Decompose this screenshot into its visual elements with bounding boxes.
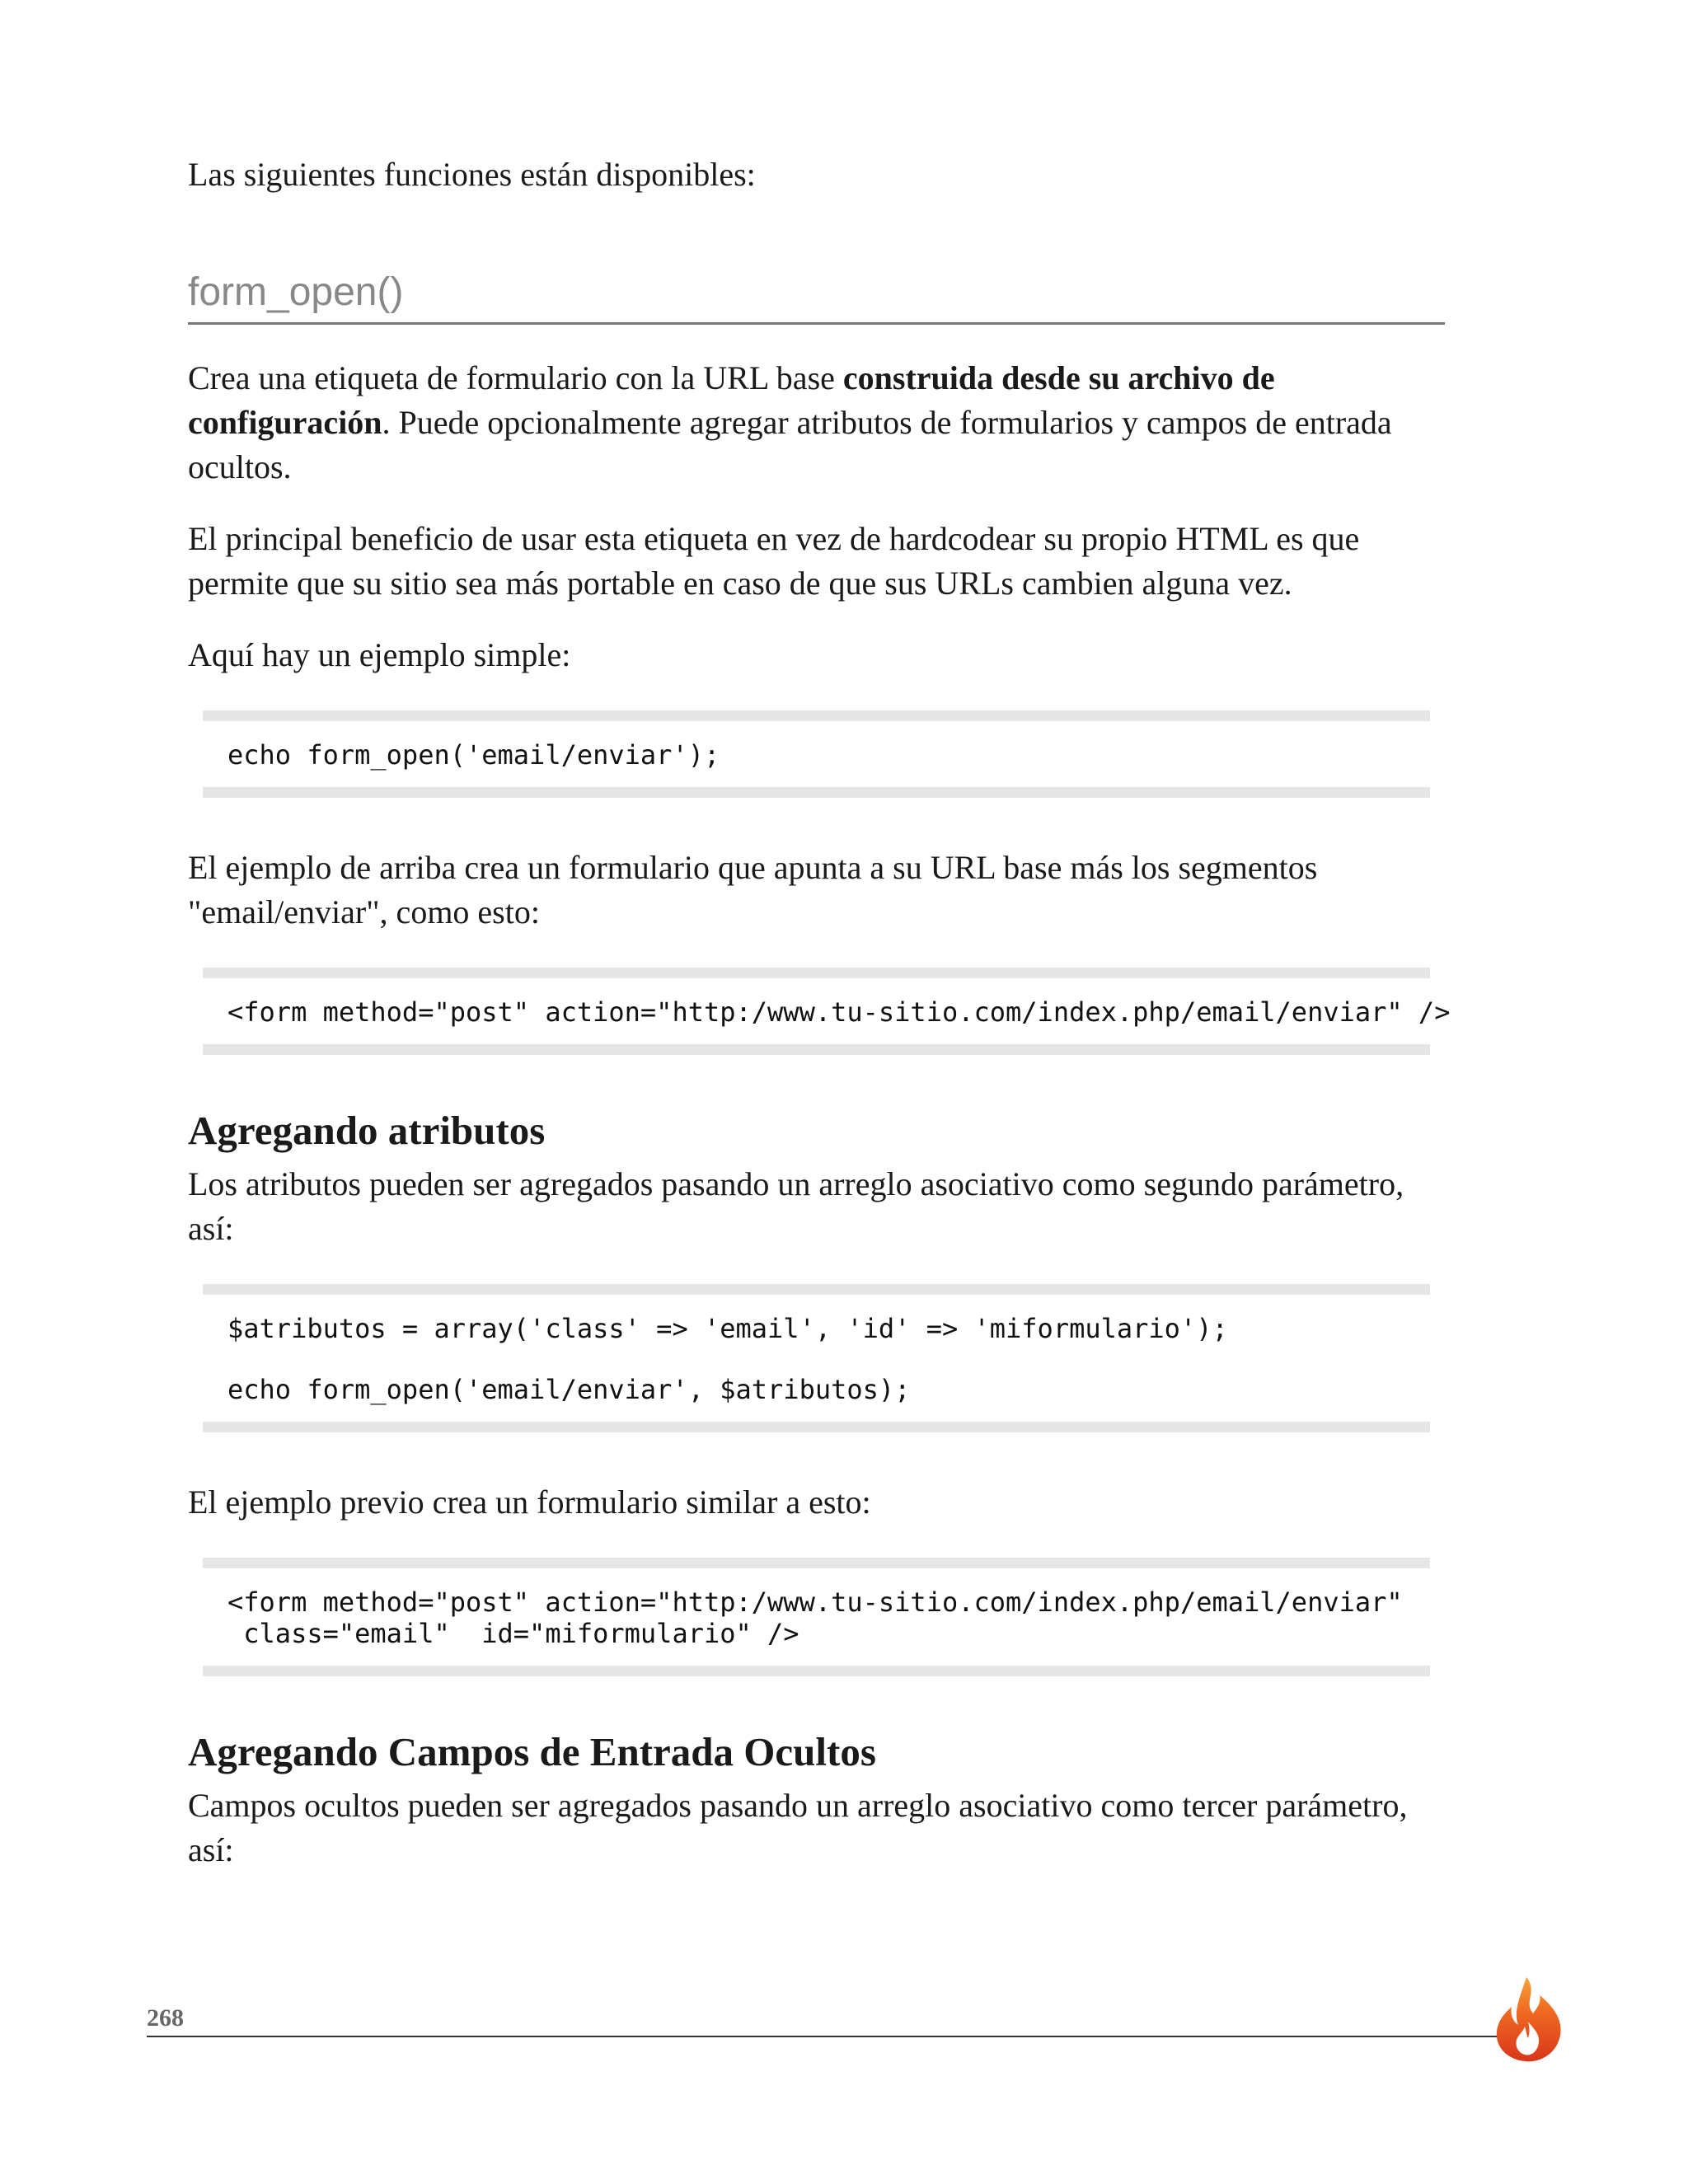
- form-open-description: [188, 356, 1445, 490]
- page-content: [188, 152, 1451, 1900]
- code-block-simple-example: [203, 710, 1430, 798]
- code-block-form-with-attributes: [203, 1558, 1430, 1676]
- code-line: <form method="post" action="http:/www.tu-sitio.com/index.php/email/enviar": [227, 1586, 1403, 1618]
- attributes-paragraph: Los atributos pueden ser agregados pasando un arreglo asociativo como segundo parámetro, así:: [188, 1165, 1404, 1247]
- description-text-start: Crea una etiqueta de formulario con la URL base: [188, 359, 843, 396]
- intro-paragraph: Las siguientes funciones están disponibles:: [188, 156, 756, 193]
- benefit-paragraph: El principal beneficio de usar esta etiqueta en vez de hardcodear su propio HTML es que permite que su sitio sea más portable en caso de que sus URLs cambien alguna vez.: [188, 520, 1360, 602]
- section-title-text: form_open(): [188, 270, 404, 314]
- footer-rule: [147, 2036, 1498, 2037]
- page-footer: [147, 1994, 1498, 2044]
- description-bold-text: construida desde su archivo de configuración: [188, 359, 1275, 441]
- code-line: echo form_open('email/enviar');: [227, 739, 720, 771]
- code-line: echo form_open('email/enviar', $atributos);: [227, 1374, 911, 1405]
- page-number: 268: [147, 2004, 184, 2032]
- section-title-form-open: [188, 268, 1445, 325]
- simple-example-intro: Aquí hay un ejemplo simple:: [188, 636, 571, 673]
- code-line: $atributos = array('class' => 'email', 'id' => 'miformulario');: [227, 1313, 1228, 1344]
- description-text-end: . Puede opcionalmente agregar atributos de formularios y campos de entrada ocultos.: [188, 404, 1392, 485]
- heading-agregando-atributos: Agregando atributos: [188, 1108, 546, 1153]
- code-line: class="email" id="miformulario" />: [227, 1618, 799, 1649]
- code-block-form-output: [203, 968, 1451, 1055]
- heading-campos-ocultos: Agregando Campos de Entrada Ocultos: [188, 1729, 876, 1774]
- code-blank-line: [227, 1344, 1405, 1374]
- previous-example-paragraph: El ejemplo previo crea un formulario similar a esto:: [188, 1483, 871, 1521]
- code-line: <form method="post" action="http:/www.tu-sitio.com/index.php/email/enviar" />: [227, 996, 1451, 1028]
- codeigniter-flame-icon: [1490, 1974, 1566, 2064]
- example-result-paragraph: El ejemplo de arriba crea un formulario que apunta a su URL base más los segmentos "email/enviar", como esto:: [188, 849, 1318, 930]
- hidden-fields-paragraph: Campos ocultos pueden ser agregados pasando un arreglo asociativo como tercer parámetro, así:: [188, 1787, 1408, 1868]
- code-block-attributes: [203, 1284, 1430, 1432]
